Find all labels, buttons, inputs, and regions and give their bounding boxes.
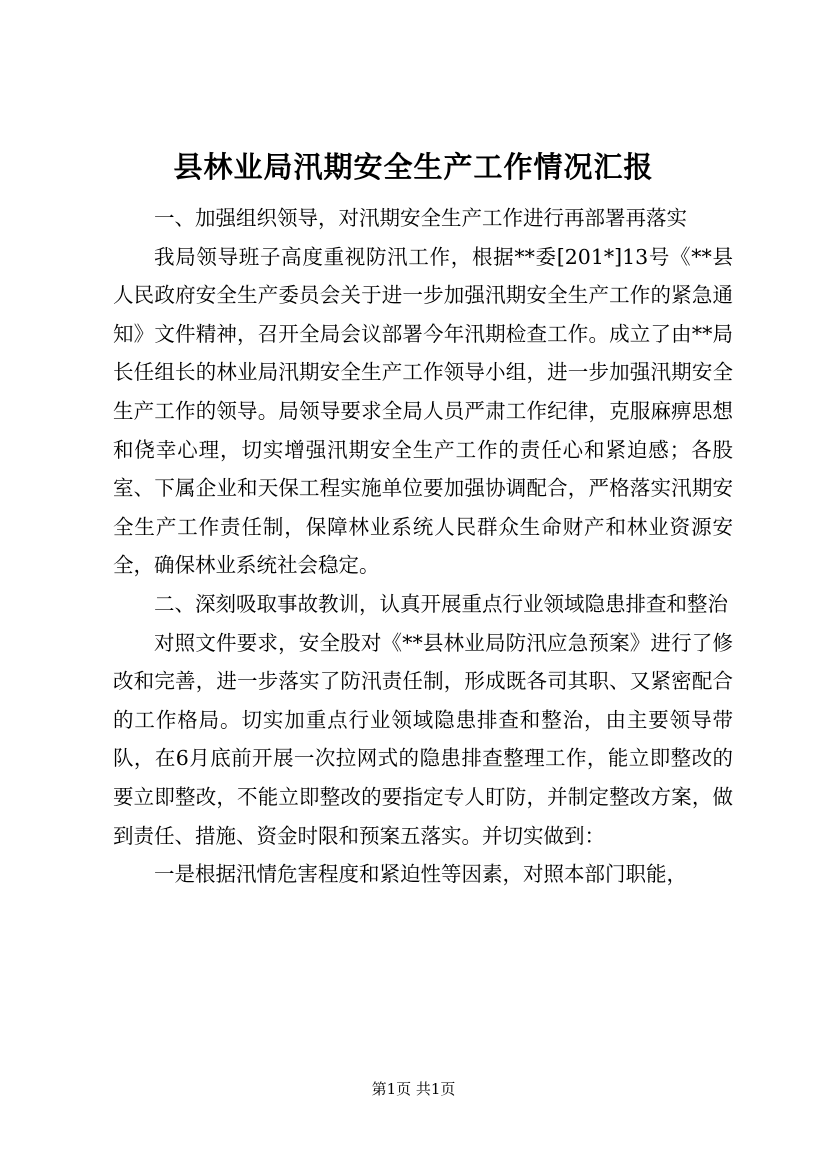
body-paragraph: 对照文件要求，安全股对《**县林业局防汛应急预案》进行了修改和完善，进一步落实了防汛责任制，形成既各司其职、又紧密配合的工作格局。切实加重点行业领域隐患排查和整治，由主要领导带队，在6月底前开展一次拉网式的隐患排查整理工作，能立即整改的要立即整改，不能立即整改的要指定专人盯防，并制定整改方案，做到责任、措施、资金时限和预案五落实。并切实做到： (113, 630, 733, 848)
body-paragraph: 一是根据汛情危害程度和紧迫性等因素，对照本部门职能， (154, 862, 687, 887)
body-paragraph: 我局领导班子高度重视防汛工作，根据**委[201*]13号《**县人民政府安全生产委员会关于进一步加强汛期安全生产工作的紧急通知》文件精神，召开全局会议部署今年汛期检查工作。成立了由**局长任组长的林业局汛期安全生产工作领导小组，进一步加强汛期安全生产工作的领导。局领导要求全局人员严肃工作纪律，克服麻痹思想和侥幸心理，切实增强汛期安全生产工作的责任心和紧迫感；各股室、下属企业和天保工程实施单位要加强协调配合，严格落实汛期安全生产工作责任制，保障林业系统人民群众生命财产和林业资源安全，确保林业系统社会稳定。 (113, 244, 733, 578)
page-footer: 第1页 共1页 (371, 1080, 456, 1098)
section-heading-2: 二、深刻吸取事故教训，认真开展重点行业领域隐患排查和整治 (154, 591, 728, 616)
document-body (113, 199, 733, 894)
page-title: 县林业局汛期安全生产工作情况汇报 (173, 150, 654, 184)
section-heading-1: 一、加强组织领导，对汛期安全生产工作进行再部署再落实 (154, 206, 687, 230)
